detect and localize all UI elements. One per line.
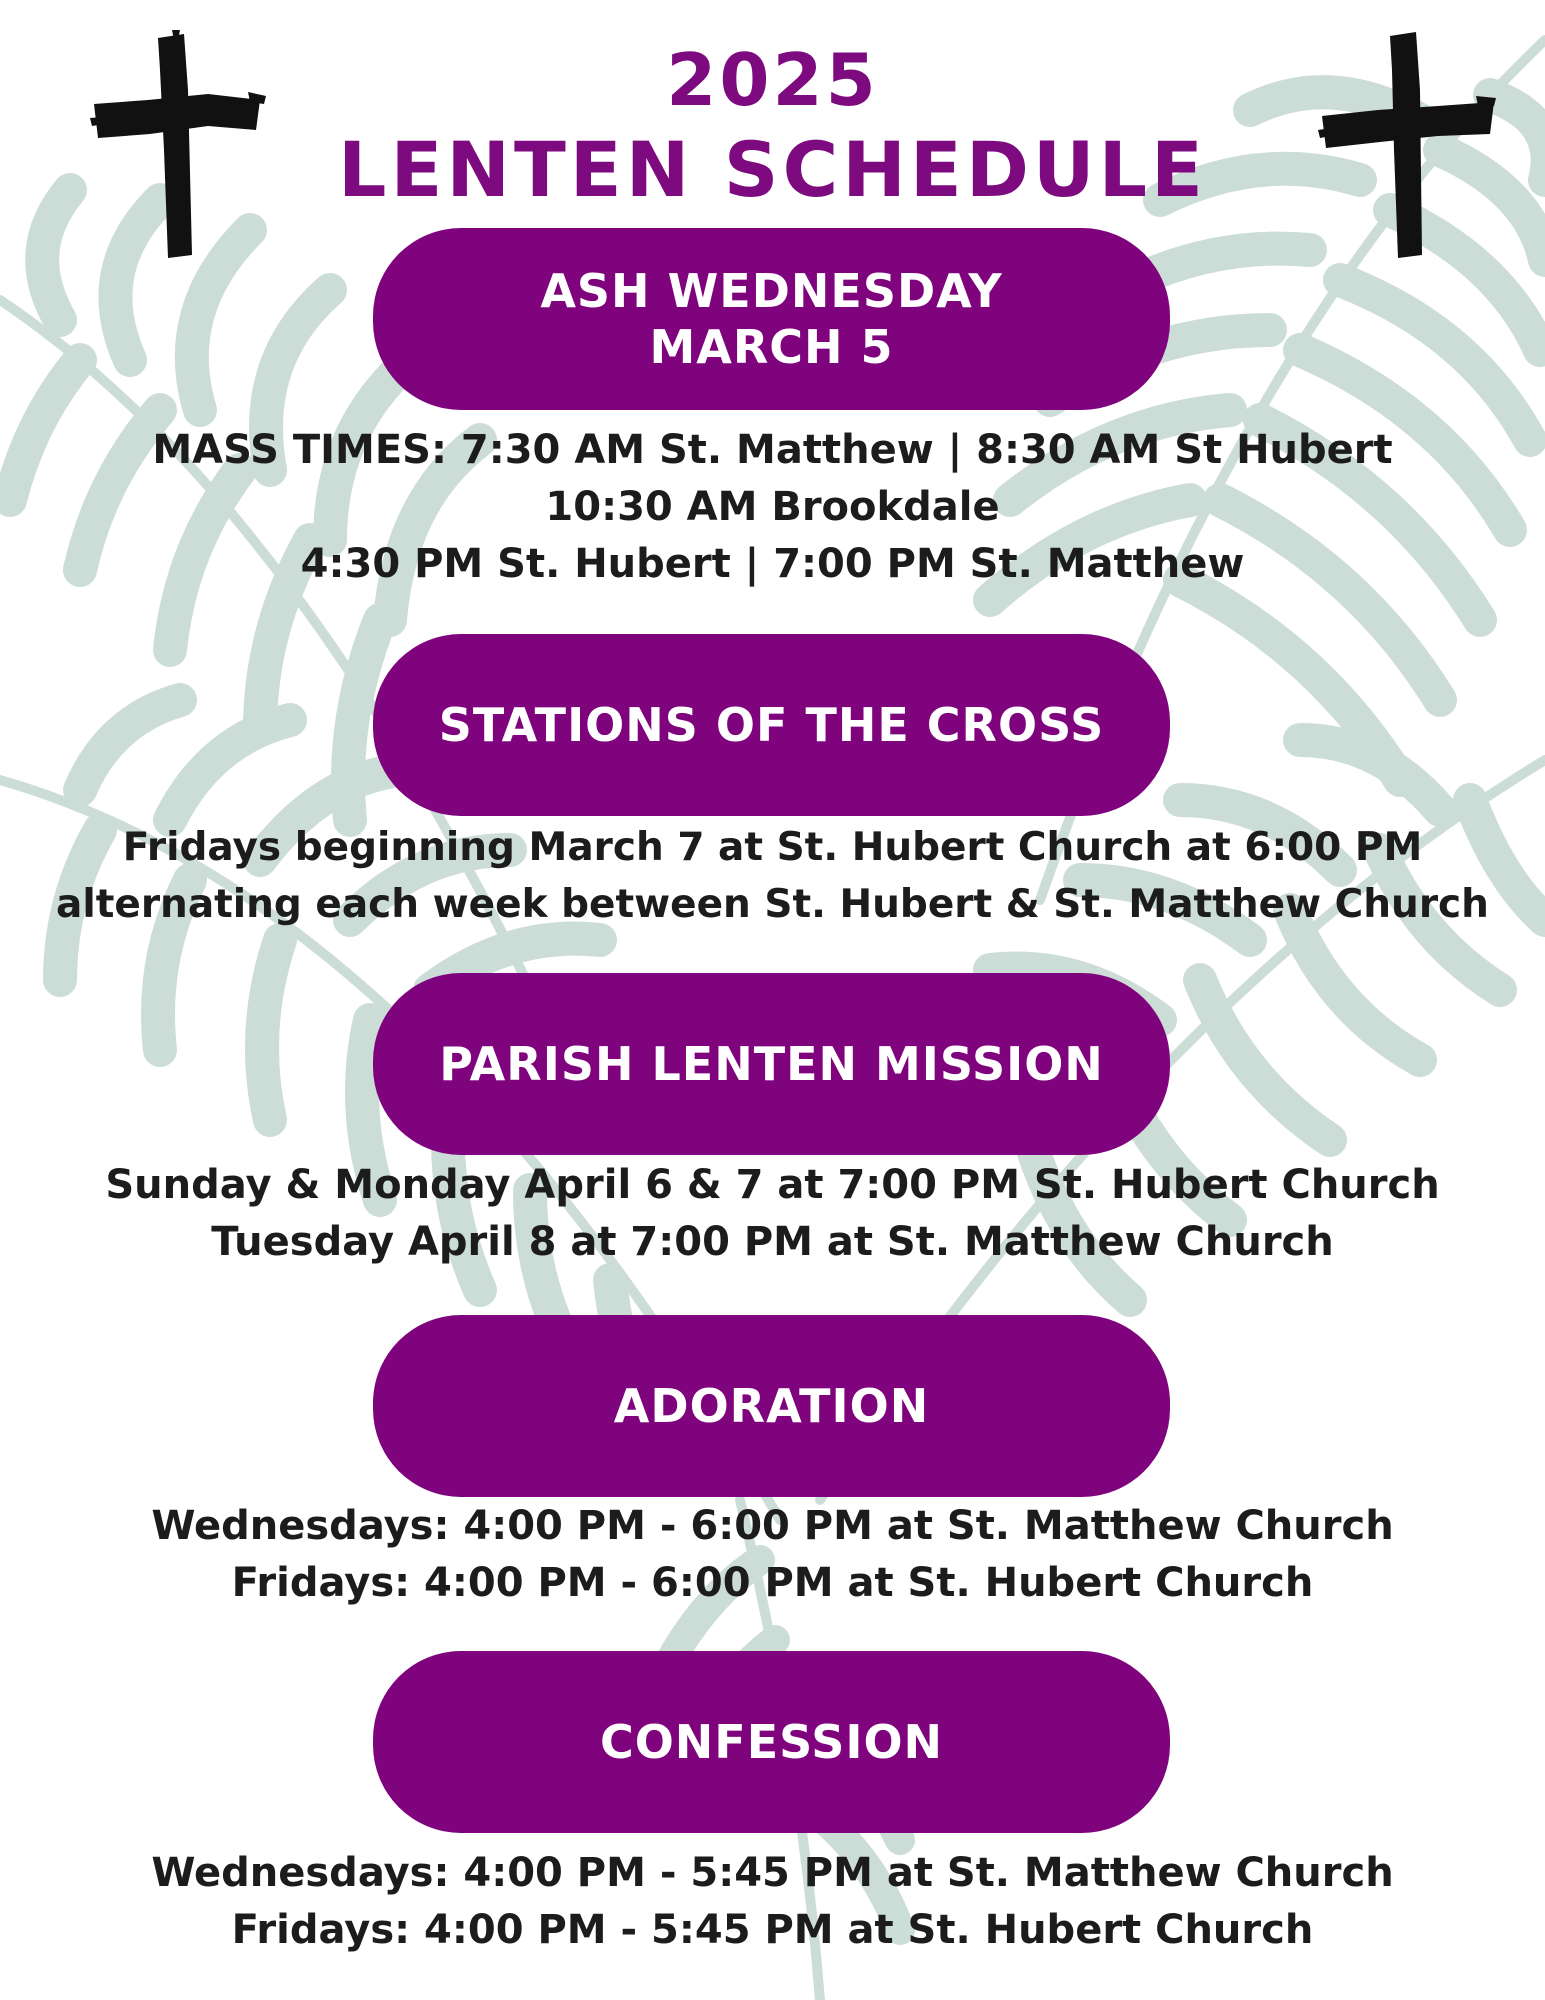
- detail-line: 4:30 PM St. Hubert | 7:00 PM St. Matthew: [300, 541, 1245, 587]
- section-details-ash-wednesday: [0, 422, 1545, 593]
- section-heading-stations: STATIONS OF THE CROSS: [373, 634, 1170, 816]
- page-title: LENTEN SCHEDULE: [338, 125, 1207, 214]
- section-details-mission: [0, 1157, 1545, 1271]
- title-year: 2025: [666, 38, 879, 122]
- section-heading-confession: CONFESSION: [373, 1651, 1170, 1833]
- detail-line: Fridays: 4:00 PM - 6:00 PM at St. Hubert Church: [231, 1560, 1314, 1606]
- detail-line: Wednesdays: 4:00 PM - 6:00 PM at St. Matthew Church: [151, 1503, 1394, 1549]
- detail-line: Fridays beginning March 7 at St. Hubert Church at 6:00 PM: [122, 825, 1423, 870]
- section-details-adoration: [0, 1498, 1545, 1612]
- detail-line: Wednesdays: 4:00 PM - 5:45 PM at St. Matthew Church: [151, 1850, 1394, 1896]
- detail-line: Sunday & Monday April 6 & 7 at 7:00 PM St. Hubert Church: [105, 1162, 1440, 1208]
- section-details-confession: [0, 1845, 1545, 1959]
- section-heading-ash-wednesday: ASH WEDNESDAY MARCH 5: [373, 228, 1170, 410]
- detail-line: MASS TIMES: 7:30 AM St. Matthew | 8:30 AM St Hubert: [152, 427, 1393, 473]
- detail-line: 10:30 AM Brookdale: [545, 484, 1000, 530]
- detail-line: Tuesday April 8 at 7:00 PM at St. Matthew Church: [211, 1219, 1334, 1265]
- detail-line: alternating each week between St. Hubert & St. Matthew Church: [56, 882, 1489, 927]
- detail-line: Fridays: 4:00 PM - 5:45 PM at St. Hubert Church: [231, 1907, 1314, 1953]
- section-details-stations: [0, 819, 1545, 933]
- section-heading-mission: PARISH LENTEN MISSION: [373, 973, 1170, 1155]
- section-heading-adoration: ADORATION: [373, 1315, 1170, 1497]
